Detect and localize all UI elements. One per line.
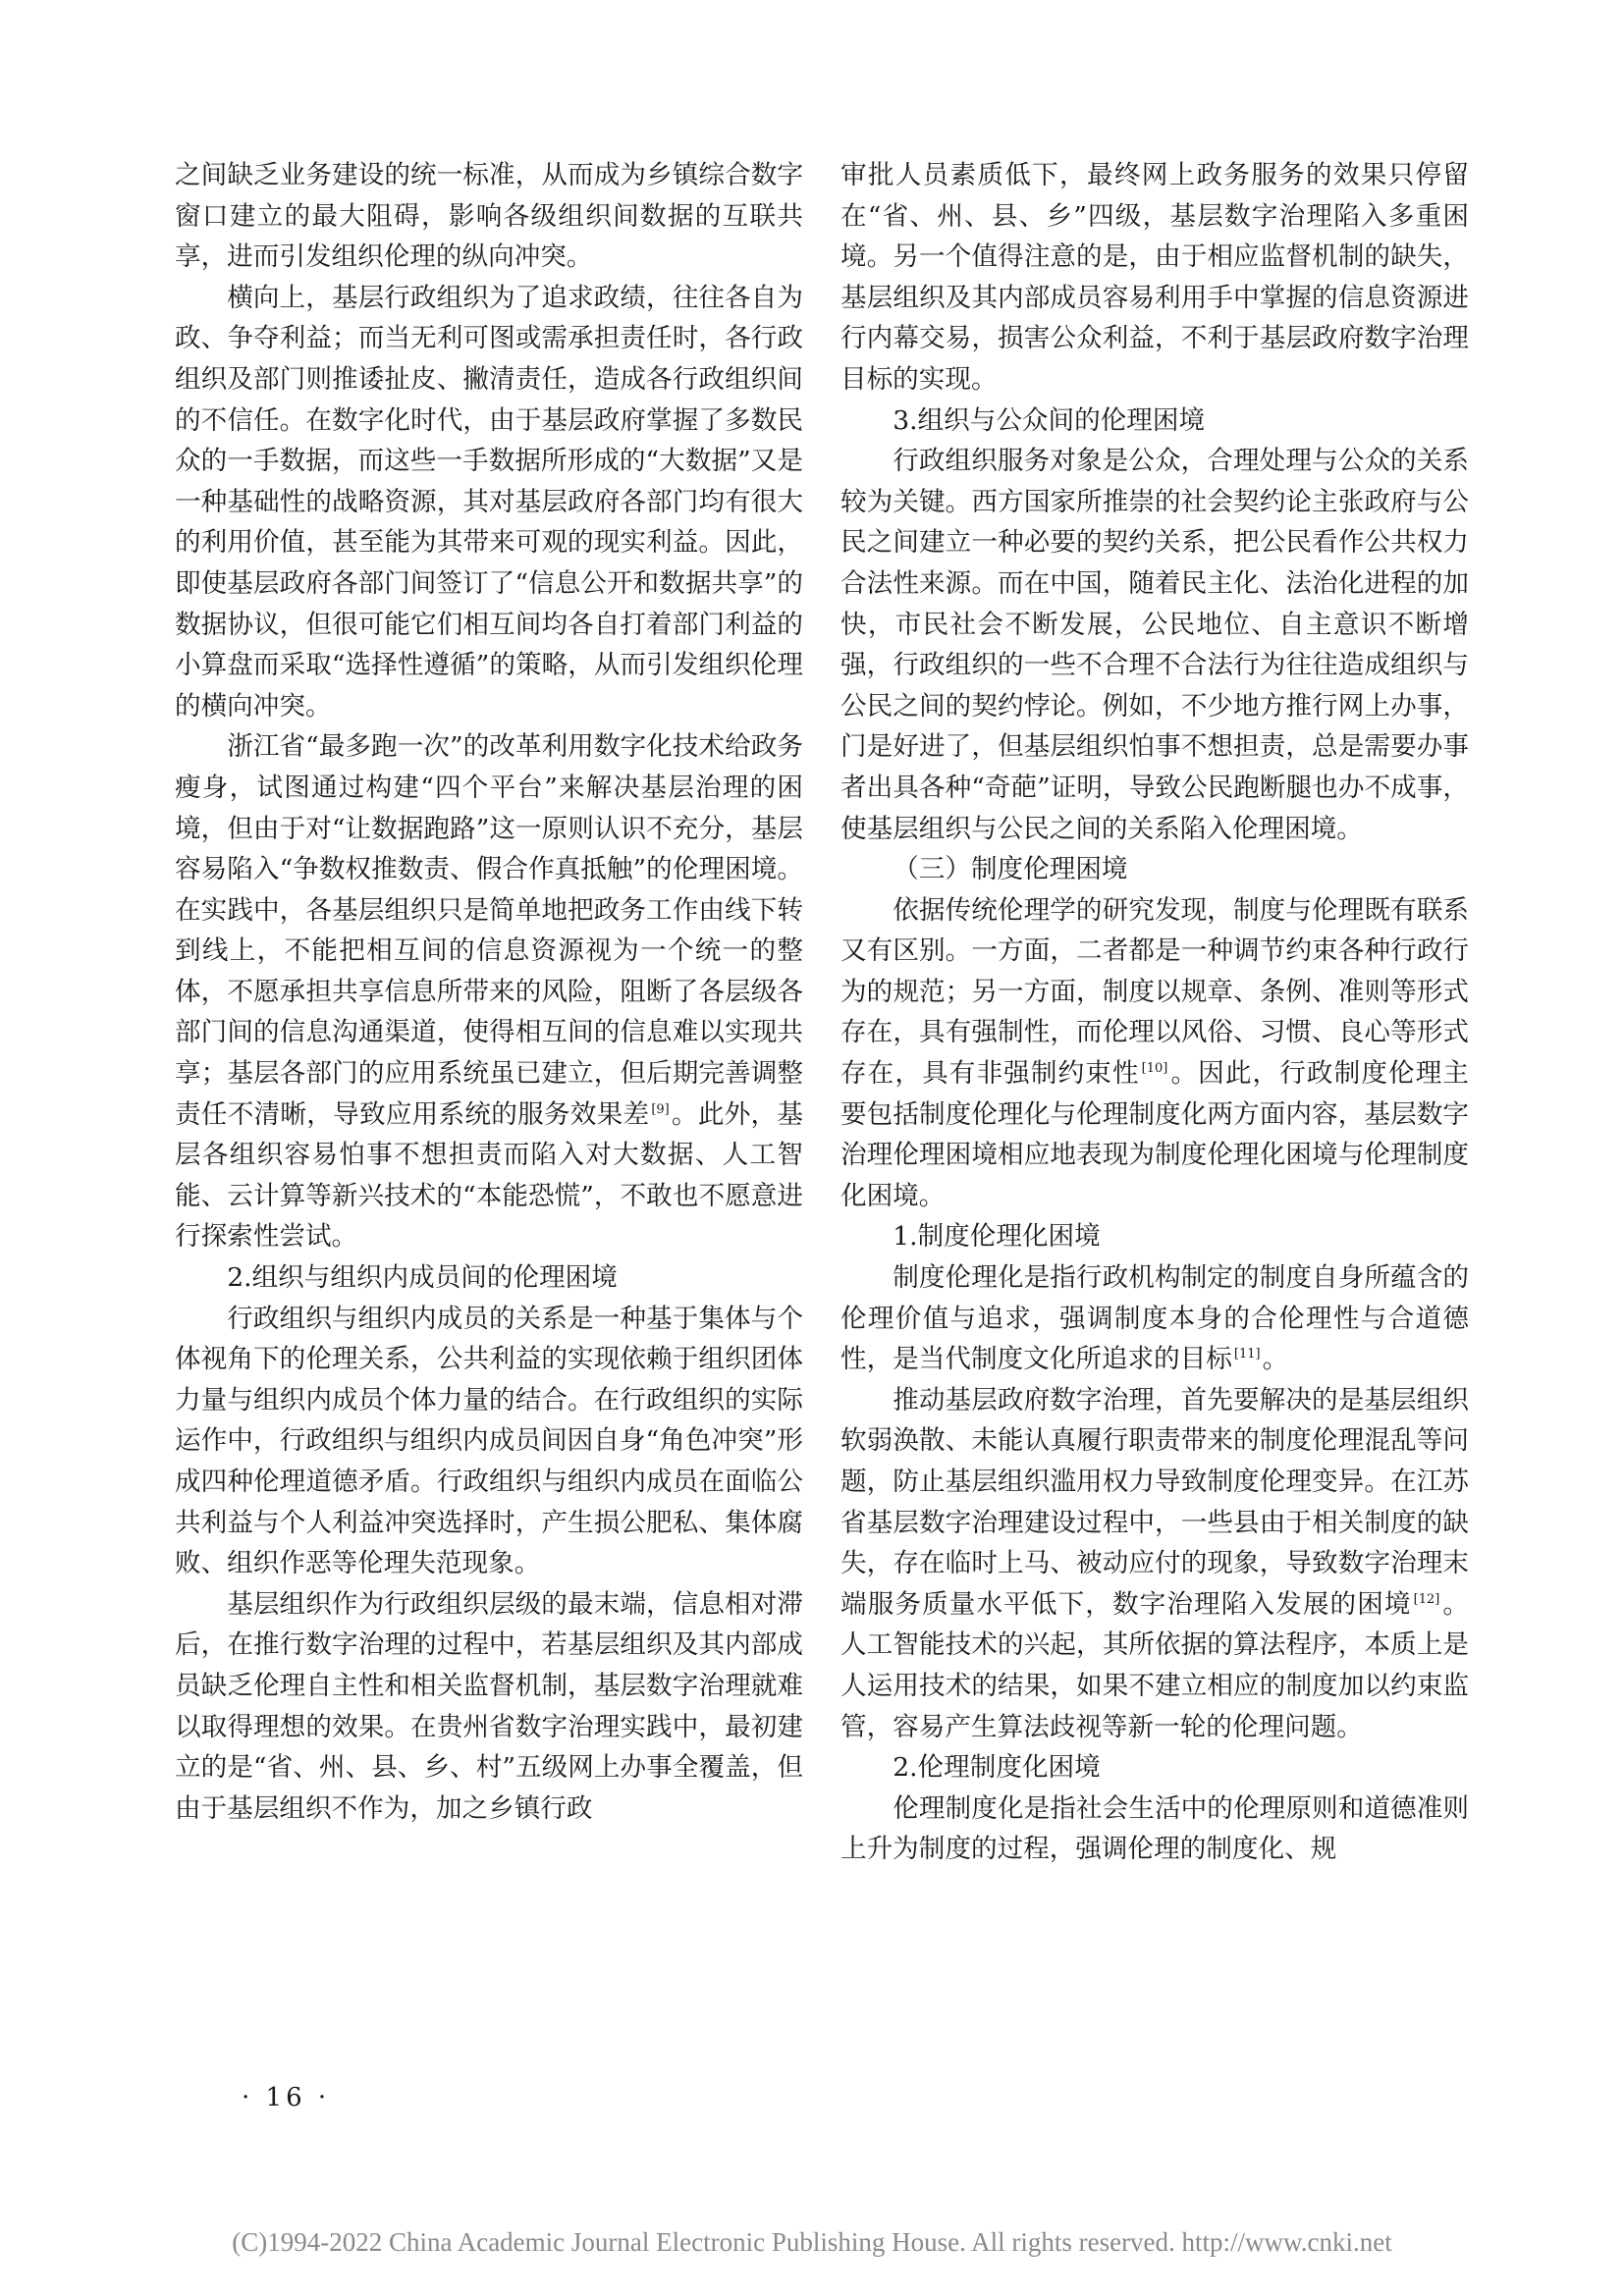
citation-10[interactable]: [10] bbox=[1141, 1061, 1168, 1077]
paragraph-text: 。此外，基层各组织容易怕事不想担责而陷入对大数据、人工智能、云计算等新兴技术的“本能恐慌”，不敢也不愿意进行探索性尝试。 bbox=[175, 1098, 804, 1253]
paragraph-text: 浙江省“最多跑一次”的改革利用数字化技术给政务瘦身，试图通过构建“四个平台”来解决基层治理的困境，但由于对“让数据跑路”这一原则认识不充分，基层容易陷入“争数权推数责、假合作真抵触”的伦理困境。在实践中，各基层组织只是简单地把政务工作由线下转到线上，不能把相互间的信息资源视为一个统一的整体，不愿承担共享信息所带来的风险，阻断了各层级各部门间的信息沟通渠道，使得相互间的信息难以实现共享；基层各部门的应用系统虽已建立，但后期完善调整责任不清晰，导致应用系统的服务效果差 bbox=[175, 731, 803, 1130]
paragraph-text: 。因此，行政制度伦理主要包括制度伦理化与伦理制度化两方面内容，基层数字治理伦理困境相应地表现为制度伦理化困境与伦理制度化困境。 bbox=[840, 1058, 1469, 1211]
paragraph: 行政组织服务对象是公众，合理处理与公众的关系较为关键。西方国家所推崇的社会契约论主张政府与公民之间建立一种必要的契约关系，把公民看作公共权力合法性来源。而在中国，随着民主化、法治化进程的加快，市民社会不断发展，公民地位、自主意识不断增强，行政组织的一些不合理不合法行为往往造成组织与公民之间的契约悖论。例如，不少地方推行网上办事，门是好进了，但基层组织怕事不想担责，总是需要办事者出具各种“奇葩”证明，导致公民跑断腿也办不成事，使基层组织与公民之间的关系陷入伦理困境。 bbox=[840, 446, 1469, 844]
paragraph: 横向上，基层行政组织为了追求政绩，往往各自为政、争夺利益；而当无利可图或需承担责任时，各行政组织及部门则推诿扯皮、撇清责任，造成各行政组织间的不信任。在数字化时代，由于基层政府掌握了多数民众的一手数据，而这些一手数据所形成的“大数据”又是一种基础性的战略资源，其对基层政府各部门均有很大的利用价值，甚至能为其带来可观的现实利益。因此，即使基层政府各部门间签订了“信息公开和数据共享”的数据协议，但很可能它们相互间均各自打着部门利益的小算盘而采取“选择性遵循”的策略，从而引发组织伦理的横向冲突。 bbox=[175, 282, 803, 721]
left-column bbox=[175, 155, 803, 1829]
paragraph: 基层组织作为行政组织层级的最末端，信息相对滞后，在推行数字治理的过程中，若基层组织及其内部成员缺乏伦理自主性和相关监督机制，基层数字治理就难以取得理想的效果。在贵州省数字治理实践中，最初建立的是“省、州、县、乡、村”五级网上办事全覆盖，但由于基层组织不作为，加之乡镇行政 bbox=[175, 1588, 803, 1824]
right-column bbox=[840, 155, 1469, 1870]
subsection-heading: 2.组织与组织内成员间的伦理困境 bbox=[227, 1262, 618, 1294]
citation-12[interactable]: [12] bbox=[1413, 1591, 1440, 1607]
paragraph: 审批人员素质低下，最终网上政务服务的效果只停留在“省、州、县、乡”四级，基层数字治理陷入多重困境。另一个值得注意的是，由于相应监督机制的缺失，基层组织及其内部成员容易利用手中掌握的信息资源进行内幕交易，损害公众利益，不利于基层政府数字治理目标的实现。 bbox=[840, 160, 1469, 395]
paragraph-text: 。 bbox=[1262, 1344, 1289, 1375]
paragraph bbox=[175, 726, 803, 1257]
paragraph-text: 推动基层政府数字治理，首先要解决的是基层组织软弱涣散、未能认真履行职责带来的制度伦理混乱等问题，防止基层组织滥用权力导致制度伦理变异。在江苏省基层数字治理建设过程中，一些县由于相关制度的缺失，存在临时上马、被动应付的现象，导致数字治理末端服务质量水平低下，数字治理陷入发展的困境 bbox=[840, 1384, 1469, 1620]
paragraph: 伦理制度化是指社会生活中的伦理原则和道德准则上升为制度的过程，强调伦理的制度化、规 bbox=[840, 1792, 1469, 1865]
page-number: · 16 · bbox=[242, 2083, 331, 2112]
subsection-heading: 2.伦理制度化困境 bbox=[893, 1752, 1101, 1784]
citation-9[interactable]: [9] bbox=[651, 1101, 670, 1117]
paragraph bbox=[840, 890, 1469, 1217]
paragraph-text: 制度伦理化是指行政机构制定的制度自身所蕴含的伦理价值与追求，强调制度本身的合伦理性与合道德性，是当代制度文化所追求的目标 bbox=[840, 1262, 1469, 1375]
paragraph: 行政组织与组织内成员的关系是一种基于集体与个体视角下的伦理关系，公共利益的实现依赖于组织团体力量与组织内成员个体力量的结合。在行政组织的实际运作中，行政组织与组织内成员间因自身“角色冲突”形成四种伦理道德矛盾。行政组织与组织内成员在面临公共利益与个人利益冲突选择时，产生损公肥私、集体腐败、组织作恶等伦理失范现象。 bbox=[175, 1303, 803, 1579]
paragraph-text: 。人工智能技术的兴起，其所依据的算法程序，本质上是人运用技术的结果，如果不建立相应的制度加以约束监管，容易产生算法歧视等新一轮的伦理问题。 bbox=[840, 1588, 1470, 1742]
paragraph bbox=[840, 1380, 1469, 1747]
subsection-heading: 3.组织与公众间的伦理困境 bbox=[893, 404, 1206, 436]
copyright-notice: (C)1994-2022 China Academic Journal Electronic Publishing House. All rights reserved. http://www.cnki.net bbox=[232, 2227, 1392, 2257]
subsection-heading: 1.制度伦理化困境 bbox=[893, 1221, 1101, 1253]
citation-11[interactable]: [11] bbox=[1233, 1347, 1261, 1362]
paragraph-text: 依据传统伦理学的研究发现，制度与伦理既有联系又有区别。一方面，二者都是一种调节约束各种行政行为的规范；另一方面，制度以规章、条例、准则等形式存在，具有强制性，而伦理以风俗、习惯、良心等形式存在，具有非强制约束性 bbox=[840, 894, 1469, 1090]
paragraph bbox=[840, 1257, 1469, 1380]
section-heading: （三）制度伦理困境 bbox=[893, 854, 1128, 885]
paragraph: 之间缺乏业务建设的统一标准，从而成为乡镇综合数字窗口建立的最大阻碍，影响各级组织间数据的互联共享，进而引发组织伦理的纵向冲突。 bbox=[175, 160, 803, 273]
